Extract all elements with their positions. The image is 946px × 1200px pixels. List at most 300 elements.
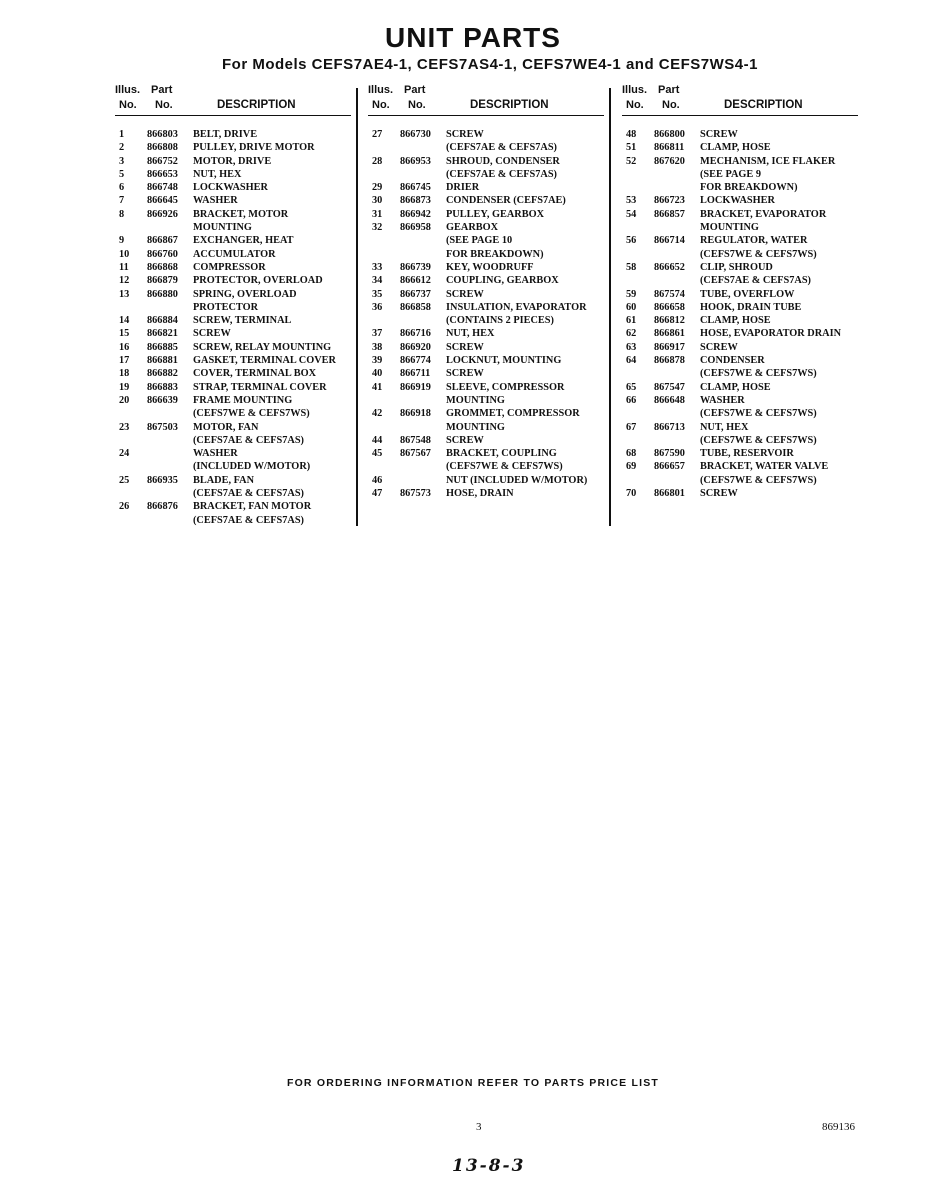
- part-description: FRAME MOUNTING: [193, 394, 293, 406]
- parts-row: [115, 500, 355, 513]
- part-no: 866800: [654, 129, 685, 140]
- illus-no: 54: [626, 208, 637, 220]
- part-no: 866880: [147, 288, 178, 300]
- parts-row: [368, 367, 608, 380]
- header-illus: Illus.: [115, 84, 141, 96]
- part-description: MOUNTING: [700, 222, 759, 234]
- parts-rows: [368, 128, 608, 500]
- part-description: LOCKWASHER: [700, 195, 775, 207]
- header-description: DESCRIPTION: [724, 99, 803, 111]
- parts-row: [622, 407, 862, 420]
- part-description: STRAP, TERMINAL COVER: [193, 381, 327, 393]
- part-no: 866808: [147, 142, 178, 154]
- illus-no: 11: [119, 261, 129, 273]
- part-description: SCREW: [700, 129, 738, 140]
- part-description: BRACKET, WATER VALVE: [700, 461, 829, 473]
- part-description: PULLEY, GEARBOX: [446, 208, 545, 220]
- part-no: 866639: [147, 394, 178, 406]
- parts-row: [115, 181, 355, 194]
- illus-no: 9: [119, 235, 125, 247]
- part-no: [654, 434, 700, 447]
- illus-no: [115, 434, 147, 447]
- part-no: [400, 141, 446, 154]
- illus-no: [115, 487, 147, 500]
- part-no: 866645: [147, 195, 178, 207]
- part-description: (CEFS7WE & CEFS7WS): [700, 474, 817, 486]
- illus-no: 44: [372, 434, 383, 446]
- part-no: [400, 234, 446, 247]
- header-part: Part: [151, 84, 173, 96]
- parts-row: [368, 274, 608, 287]
- handwritten-note: 13-8-3: [452, 1156, 526, 1176]
- parts-row: [368, 434, 608, 447]
- illus-no: 36: [372, 301, 383, 313]
- header-description: DESCRIPTION: [470, 99, 549, 111]
- illus-no: 62: [626, 328, 637, 340]
- parts-row: [115, 327, 355, 340]
- illus-no: 10: [119, 248, 130, 260]
- parts-row: [368, 288, 608, 301]
- parts-row: [115, 407, 355, 420]
- parts-row: [115, 381, 355, 394]
- parts-row: [115, 301, 355, 314]
- illus-no: 38: [372, 341, 383, 353]
- parts-row: [368, 221, 608, 234]
- header-part-no: No.: [408, 99, 426, 111]
- part-no: 866881: [147, 355, 178, 367]
- part-description: GROMMET, COMPRESSOR: [446, 408, 580, 420]
- part-no: 866658: [654, 301, 685, 313]
- part-no: 866873: [400, 195, 431, 207]
- part-description: FOR BREAKDOWN): [446, 248, 544, 260]
- illus-no: 6: [119, 182, 125, 194]
- part-no: 866821: [147, 328, 178, 340]
- parts-row: [115, 474, 355, 487]
- illus-no: [622, 168, 654, 181]
- header-illus-no: No.: [119, 99, 137, 111]
- part-description: SCREW: [446, 434, 484, 446]
- part-no: 866803: [147, 129, 178, 140]
- part-description: FOR BREAKDOWN): [700, 182, 798, 194]
- part-description: LOCKWASHER: [193, 182, 268, 194]
- illus-no: 45: [372, 448, 383, 460]
- part-description: PROTECTOR, OVERLOAD: [193, 275, 323, 287]
- parts-row: [368, 314, 608, 327]
- header-part: Part: [658, 84, 680, 96]
- part-description: (CONTAINS 2 PIECES): [446, 315, 554, 327]
- illus-no: 47: [372, 488, 383, 500]
- part-description: MOUNTING: [446, 394, 505, 406]
- part-description: MOTOR, DRIVE: [193, 155, 272, 167]
- illus-no: 64: [626, 355, 637, 367]
- parts-rows: [622, 128, 862, 500]
- part-description: MOUNTING: [193, 222, 252, 234]
- part-no: 866882: [147, 368, 178, 380]
- part-no: [147, 514, 193, 527]
- parts-row: [622, 394, 862, 407]
- part-description: NUT (INCLUDED W/MOTOR): [446, 474, 588, 486]
- part-no: 866879: [147, 275, 178, 287]
- part-description: COUPLING, GEARBOX: [446, 275, 559, 287]
- models-subtitle: For Models CEFS7AE4-1, CEFS7AS4-1, CEFS7WE4-1 and CEFS7WS4-1: [222, 56, 758, 73]
- part-no: 866811: [654, 142, 685, 154]
- column-header: [368, 84, 608, 118]
- illus-no: 31: [372, 208, 383, 220]
- header-illus: Illus.: [368, 84, 394, 96]
- parts-row: [115, 248, 355, 261]
- part-no: 867573: [400, 488, 431, 500]
- illus-no: 39: [372, 355, 383, 367]
- parts-row: [622, 447, 862, 460]
- illus-no: 3: [119, 155, 125, 167]
- part-description: HOOK, DRAIN TUBE: [700, 301, 802, 313]
- part-description: MOTOR, FAN: [193, 421, 259, 433]
- illus-no: 30: [372, 195, 383, 207]
- part-no: 866918: [400, 408, 431, 420]
- parts-row: [115, 221, 355, 234]
- part-description: GASKET, TERMINAL COVER: [193, 355, 336, 367]
- part-description: SCREW, TERMINAL: [193, 315, 292, 327]
- part-description: INSULATION, EVAPORATOR: [446, 301, 587, 313]
- part-no: 866752: [147, 155, 178, 167]
- part-no: 866883: [147, 381, 178, 393]
- part-description: HOSE, EVAPORATOR DRAIN: [700, 328, 842, 340]
- part-description: BRACKET, FAN MOTOR: [193, 501, 312, 513]
- illus-no: 56: [626, 235, 637, 247]
- parts-row: [115, 314, 355, 327]
- part-description: WASHER: [193, 448, 238, 460]
- part-no: 866612: [400, 275, 431, 287]
- illus-no: 34: [372, 275, 383, 287]
- part-description: (CEFS7WE & CEFS7WS): [193, 408, 310, 420]
- parts-row: [368, 248, 608, 261]
- part-no: 866713: [654, 421, 685, 433]
- part-description: EXCHANGER, HEAT: [193, 235, 294, 247]
- parts-row: [115, 168, 355, 181]
- part-description: ACCUMULATOR: [193, 248, 276, 260]
- part-description: HOSE, DRAIN: [446, 488, 514, 500]
- part-description: NUT, HEX: [193, 168, 242, 180]
- part-no: 866812: [654, 315, 685, 327]
- part-no: [400, 168, 446, 181]
- ordering-note: FOR ORDERING INFORMATION REFER TO PARTS PRICE LIST: [286, 1077, 660, 1089]
- column-divider: [356, 88, 358, 526]
- part-no: 866801: [654, 488, 685, 500]
- part-no: 866867: [147, 235, 178, 247]
- illus-no: [115, 221, 147, 234]
- part-no: [147, 434, 193, 447]
- part-description: (SEE PAGE 10: [446, 235, 513, 247]
- illus-no: 12: [119, 275, 130, 287]
- part-no: [654, 274, 700, 287]
- column-header: [115, 84, 355, 118]
- parts-row: [622, 128, 862, 141]
- parts-row: [622, 261, 862, 274]
- part-no: 866917: [654, 341, 685, 353]
- part-no: 866745: [400, 182, 431, 194]
- parts-row: [368, 194, 608, 207]
- parts-row: [622, 341, 862, 354]
- part-no: [654, 221, 700, 234]
- part-no: [147, 460, 193, 473]
- part-no: 866935: [147, 474, 178, 486]
- illus-no: 35: [372, 288, 383, 300]
- part-description: (INCLUDED W/MOTOR): [193, 461, 311, 473]
- illus-no: 60: [626, 301, 637, 313]
- part-description: LOCKNUT, MOUNTING: [446, 355, 562, 367]
- illus-no: 69: [626, 461, 637, 473]
- part-no: 866919: [400, 381, 431, 393]
- parts-row: [368, 128, 608, 141]
- parts-row: [115, 261, 355, 274]
- parts-row: [622, 381, 862, 394]
- illus-no: [622, 434, 654, 447]
- illus-no: 14: [119, 315, 130, 327]
- illus-no: [622, 367, 654, 380]
- part-no: 866648: [654, 394, 685, 406]
- illus-no: [622, 181, 654, 194]
- part-description: BLADE, FAN: [193, 474, 255, 486]
- illus-no: 2: [119, 142, 125, 154]
- parts-row: [115, 447, 355, 460]
- header-part-no: No.: [662, 99, 680, 111]
- illus-no: [368, 394, 400, 407]
- parts-row: [368, 208, 608, 221]
- parts-row: [368, 421, 608, 434]
- illus-no: 37: [372, 328, 383, 340]
- parts-row: [368, 234, 608, 247]
- part-no: 866739: [400, 261, 431, 273]
- part-no: [147, 221, 193, 234]
- parts-row: [622, 168, 862, 181]
- parts-row: [115, 208, 355, 221]
- header-rule: [115, 115, 351, 116]
- header-rule: [622, 115, 858, 116]
- part-description: MECHANISM, ICE FLAKER: [700, 155, 836, 167]
- part-no: 867620: [654, 155, 685, 167]
- illus-no: 19: [119, 381, 130, 393]
- illus-no: 41: [372, 381, 383, 393]
- illus-no: 46: [372, 474, 383, 486]
- part-no: 866861: [654, 328, 685, 340]
- part-description: CLAMP, HOSE: [700, 315, 771, 327]
- parts-row: [622, 421, 862, 434]
- illus-no: 20: [119, 394, 130, 406]
- part-description: TUBE, OVERFLOW: [700, 288, 795, 300]
- parts-row: [622, 181, 862, 194]
- part-no: [147, 407, 193, 420]
- parts-row: [115, 434, 355, 447]
- part-description: WASHER: [700, 394, 745, 406]
- part-no: [147, 301, 193, 314]
- parts-row: [368, 327, 608, 340]
- part-no: [400, 460, 446, 473]
- part-no: 866958: [400, 222, 431, 234]
- illus-no: 48: [626, 129, 637, 140]
- parts-row: [115, 514, 355, 527]
- parts-row: [622, 288, 862, 301]
- illus-no: 67: [626, 421, 637, 433]
- part-description: SCREW, RELAY MOUNTING: [193, 341, 332, 353]
- part-no: 866737: [400, 288, 431, 300]
- part-no: 866858: [400, 301, 431, 313]
- illus-no: 16: [119, 341, 130, 353]
- parts-row: [622, 301, 862, 314]
- part-description: SCREW: [700, 488, 738, 500]
- part-no: 867567: [400, 448, 431, 460]
- illus-no: 59: [626, 288, 637, 300]
- part-no: [654, 248, 700, 261]
- parts-row: [115, 460, 355, 473]
- illus-no: 33: [372, 261, 383, 273]
- illus-no: [368, 460, 400, 473]
- part-description: COVER, TERMINAL BOX: [193, 368, 317, 380]
- part-no: 866748: [147, 182, 178, 194]
- part-description: MOUNTING: [446, 421, 505, 433]
- part-no: 866657: [654, 461, 685, 473]
- part-description: NUT, HEX: [446, 328, 495, 340]
- part-description: SCREW: [446, 368, 484, 380]
- illus-no: 18: [119, 368, 130, 380]
- part-description: SLEEVE, COMPRESSOR: [446, 381, 565, 393]
- parts-row: [368, 141, 608, 154]
- illus-no: 28: [372, 155, 383, 167]
- parts-row: [368, 407, 608, 420]
- parts-row: [622, 474, 862, 487]
- part-no: 866857: [654, 208, 685, 220]
- illus-no: [115, 407, 147, 420]
- header-illus-no: No.: [372, 99, 390, 111]
- part-no: 866876: [147, 501, 178, 513]
- part-no: [654, 367, 700, 380]
- parts-row: [622, 314, 862, 327]
- part-description: SCREW: [193, 328, 231, 340]
- part-description: BRACKET, MOTOR: [193, 208, 289, 220]
- part-no: [654, 168, 700, 181]
- illus-no: 51: [626, 142, 637, 154]
- part-no: 866920: [400, 341, 431, 353]
- part-description: (CEFS7AE & CEFS7AS): [446, 168, 557, 180]
- illus-no: [622, 474, 654, 487]
- part-description: PULLEY, DRIVE MOTOR: [193, 142, 315, 154]
- parts-rows: [115, 128, 355, 527]
- illus-no: 5: [119, 168, 125, 180]
- illus-no: 53: [626, 195, 637, 207]
- part-description: (CEFS7AE & CEFS7AS): [446, 142, 557, 154]
- parts-row: [115, 155, 355, 168]
- part-no: [400, 248, 446, 261]
- parts-row: [622, 221, 862, 234]
- part-description: KEY, WOODRUFF: [446, 261, 534, 273]
- illus-no: 8: [119, 208, 125, 220]
- part-description: SCREW: [446, 129, 484, 140]
- part-description: (CEFS7AE & CEFS7AS): [193, 434, 304, 446]
- illus-no: 27: [372, 129, 383, 140]
- part-description: PROTECTOR: [193, 301, 259, 313]
- parts-row: [622, 460, 862, 473]
- part-description: (CEFS7AE & CEFS7AS): [193, 514, 304, 526]
- parts-column-2: [368, 84, 608, 500]
- parts-column-3: [622, 84, 862, 500]
- part-no: 866942: [400, 208, 431, 220]
- part-no: [654, 181, 700, 194]
- parts-row: [115, 234, 355, 247]
- illus-no: [368, 314, 400, 327]
- illus-no: [622, 407, 654, 420]
- part-no: 867574: [654, 288, 685, 300]
- part-description: SCREW: [446, 288, 484, 300]
- part-description: SPRING, OVERLOAD: [193, 288, 297, 300]
- illus-no: 13: [119, 288, 130, 300]
- parts-row: [115, 354, 355, 367]
- part-no: 867590: [654, 448, 685, 460]
- part-no: 866885: [147, 341, 178, 353]
- illus-no: 40: [372, 368, 383, 380]
- part-no: [147, 447, 193, 460]
- column-header: [622, 84, 862, 118]
- illus-no: [368, 141, 400, 154]
- part-description: (CEFS7AE & CEFS7AS): [193, 488, 304, 500]
- part-description: TUBE, RESERVOIR: [700, 448, 794, 460]
- part-description: (CEFS7WE & CEFS7WS): [446, 461, 563, 473]
- illus-no: [368, 248, 400, 261]
- parts-row: [115, 421, 355, 434]
- illus-no: 15: [119, 328, 130, 340]
- part-description: CLIP, SHROUD: [700, 261, 773, 273]
- parts-row: [622, 487, 862, 500]
- parts-row: [368, 181, 608, 194]
- part-description: SHROUD, CONDENSER: [446, 155, 560, 167]
- illus-no: [622, 221, 654, 234]
- parts-row: [622, 234, 862, 247]
- parts-row: [368, 460, 608, 473]
- illus-no: 25: [119, 474, 130, 486]
- header-part: Part: [404, 84, 426, 96]
- parts-row: [368, 301, 608, 314]
- parts-row: [115, 394, 355, 407]
- illus-no: 24: [119, 448, 130, 460]
- part-no: 866716: [400, 328, 431, 340]
- parts-row: [368, 341, 608, 354]
- part-description: REGULATOR, WATER: [700, 235, 808, 247]
- part-no: 867548: [400, 434, 431, 446]
- part-description: DRIER: [446, 182, 480, 194]
- parts-row: [622, 248, 862, 261]
- parts-row: [115, 341, 355, 354]
- illus-no: [115, 301, 147, 314]
- parts-row: [115, 367, 355, 380]
- part-no: 866652: [654, 261, 685, 273]
- part-description: (CEFS7WE & CEFS7WS): [700, 368, 817, 380]
- parts-row: [368, 474, 608, 487]
- part-description: CLAMP, HOSE: [700, 381, 771, 393]
- part-description: CONDENSER: [700, 355, 765, 367]
- part-no: 866868: [147, 261, 178, 273]
- header-part-no: No.: [155, 99, 173, 111]
- illus-no: [622, 274, 654, 287]
- illus-no: 61: [626, 315, 637, 327]
- part-no: 866760: [147, 248, 178, 260]
- parts-row: [368, 394, 608, 407]
- illus-no: 52: [626, 155, 637, 167]
- parts-row: [368, 447, 608, 460]
- part-description: WASHER: [193, 195, 238, 207]
- illus-no: 26: [119, 501, 130, 513]
- parts-row: [622, 194, 862, 207]
- parts-row: [115, 487, 355, 500]
- parts-row: [368, 168, 608, 181]
- illus-no: 63: [626, 341, 637, 353]
